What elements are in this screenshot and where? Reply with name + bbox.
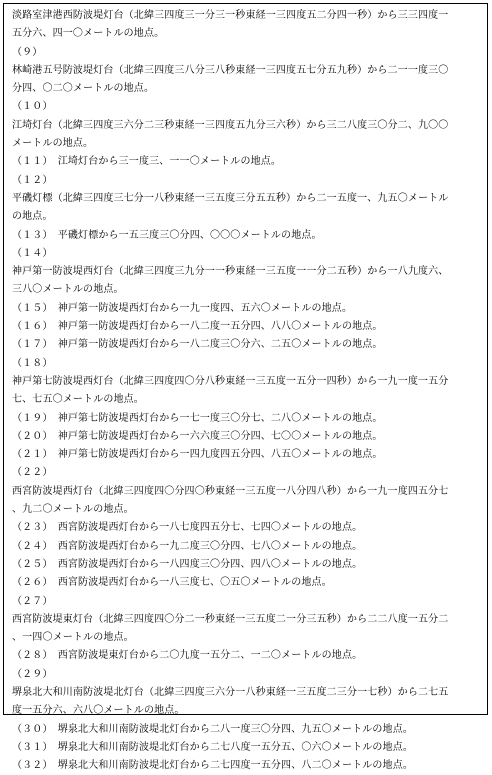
- text-line: 、一四〇メートルの地点。: [12, 632, 134, 644]
- text-line: （１２）: [12, 174, 53, 186]
- text-line: （１６） 神戸第一防波堤西灯台から一八二度一五分四、八八〇メートルの地点。: [12, 321, 383, 333]
- text-line: メートルの地点。: [12, 138, 94, 150]
- text-line: （２７）: [12, 595, 53, 607]
- text-line: 西宮防波堤東灯台（北緯三四度四〇分二一秒東経一三五度二一分三五秒）から二二八度一五分二: [12, 613, 449, 625]
- text-line: （１１） 江埼灯台から三一度三、一一〇メートルの地点。: [12, 156, 282, 168]
- text-line: （１３） 平磯灯標から一五三度三〇分四、〇〇〇メートルの地点。: [12, 229, 322, 241]
- text-line: 林崎港五号防波堤灯台（北緯三四度三八分三八秒東経一三四度五七分五九秒）から二一一度三〇: [12, 64, 449, 76]
- text-line: （３２） 堺泉北大和川南防波堤北灯台から二七四度一五分四、八二〇メートルの地点。: [12, 760, 413, 772]
- text-line: （１０）: [12, 101, 53, 113]
- text-line: （１７） 神戸第一防波堤西灯台から一八二度三〇分六、二五〇メートルの地点。: [12, 339, 383, 351]
- text-line: 五分六、四一〇メートルの地点。: [12, 28, 165, 40]
- text-line: （２２）: [12, 467, 53, 479]
- text-line: （２９）: [12, 668, 53, 680]
- text-line: 淡路室津港西防波堤灯台（北緯三四度三一分三一秒東経一三四度五二分四一秒）から三三四度一: [12, 10, 449, 21]
- text-line: 、九二〇メートルの地点。: [12, 504, 134, 516]
- text-line: 江埼灯台（北緯三四度三六分二三秒東経一三四度五九分三六秒）から三二八度三〇分二、九〇〇: [12, 119, 449, 131]
- text-line: （３０） 堺泉北大和川南防波堤北灯台から二八一度三〇分四、九五〇メートルの地点。: [12, 723, 413, 735]
- text-line: 堺泉北大和川南防波堤北灯台（北緯三四度三六分一八秒東経一三五度二三分一七秒）から二七五: [12, 686, 449, 698]
- document-page: [3, 3, 488, 772]
- text-line: 三八〇メートルの地点。: [12, 284, 124, 296]
- text-line: 神戸第一防波堤西灯台（北緯三四度三九分一一秒東経一三五度一一分二五秒）から一八九度六、: [12, 266, 449, 278]
- text-line: （３１） 堺泉北大和川南防波堤北灯台から二七八度一五分五、〇六〇メートルの地点。: [12, 741, 413, 753]
- text-line: （２１） 神戸第七防波堤西灯台から一四九度四五分四、八五〇メートルの地点。: [12, 449, 383, 461]
- text-line: 西宮防波堤西灯台（北緯三四度四〇分四〇秒東経一三五度一八分四八秒）から一九一度四五分七: [12, 485, 449, 497]
- text-line: （２３） 西宮防波堤西灯台から一八七度四五分七、七四〇メートルの地点。: [12, 522, 363, 534]
- text-line: 七、七五〇メートルの地点。: [12, 394, 144, 406]
- text-line: 神戸第七防波堤西灯台（北緯三四度四〇分八秒東経一三五度一五分一四秒）から一九一度一五分: [12, 375, 449, 387]
- text-line: （１５） 神戸第一防波堤西灯台から一九一度四、五六〇メートルの地点。: [12, 302, 353, 314]
- text-line: の地点。: [12, 211, 53, 223]
- text-line: （１４）: [12, 247, 53, 259]
- text-line: 度一五分六、六八〇メートルの地点。: [12, 705, 185, 717]
- text-line: 平磯灯標（北緯三四度三七分一八秒東経一三五度三分五五秒）から二一五度一、九五〇メートル: [12, 192, 449, 204]
- text-line: （２５） 西宮防波堤西灯台から一八四度三〇分四、四八〇メートルの地点。: [12, 558, 363, 570]
- text-line: （９）: [12, 46, 43, 58]
- text-line: 分四、〇二〇メートルの地点。: [12, 83, 155, 95]
- text-line: （２４） 西宮防波堤西灯台から一九二度三〇分四、七八〇メートルの地点。: [12, 540, 363, 552]
- text-line: （１９） 神戸第七防波堤西灯台から一七一度三〇分七、二八〇メートルの地点。: [12, 412, 383, 424]
- text-line: （２０） 神戸第七防波堤西灯台から一六六度三〇分四、七〇〇メートルの地点。: [12, 430, 383, 442]
- text-line: （２８） 西宮防波堤東灯台から二〇九度一五分二、一二〇メートルの地点。: [12, 650, 363, 662]
- text-line: （１８）: [12, 357, 53, 369]
- text-line: （２６） 西宮防波堤西灯台から一八三度七、〇五〇メートルの地点。: [12, 577, 332, 589]
